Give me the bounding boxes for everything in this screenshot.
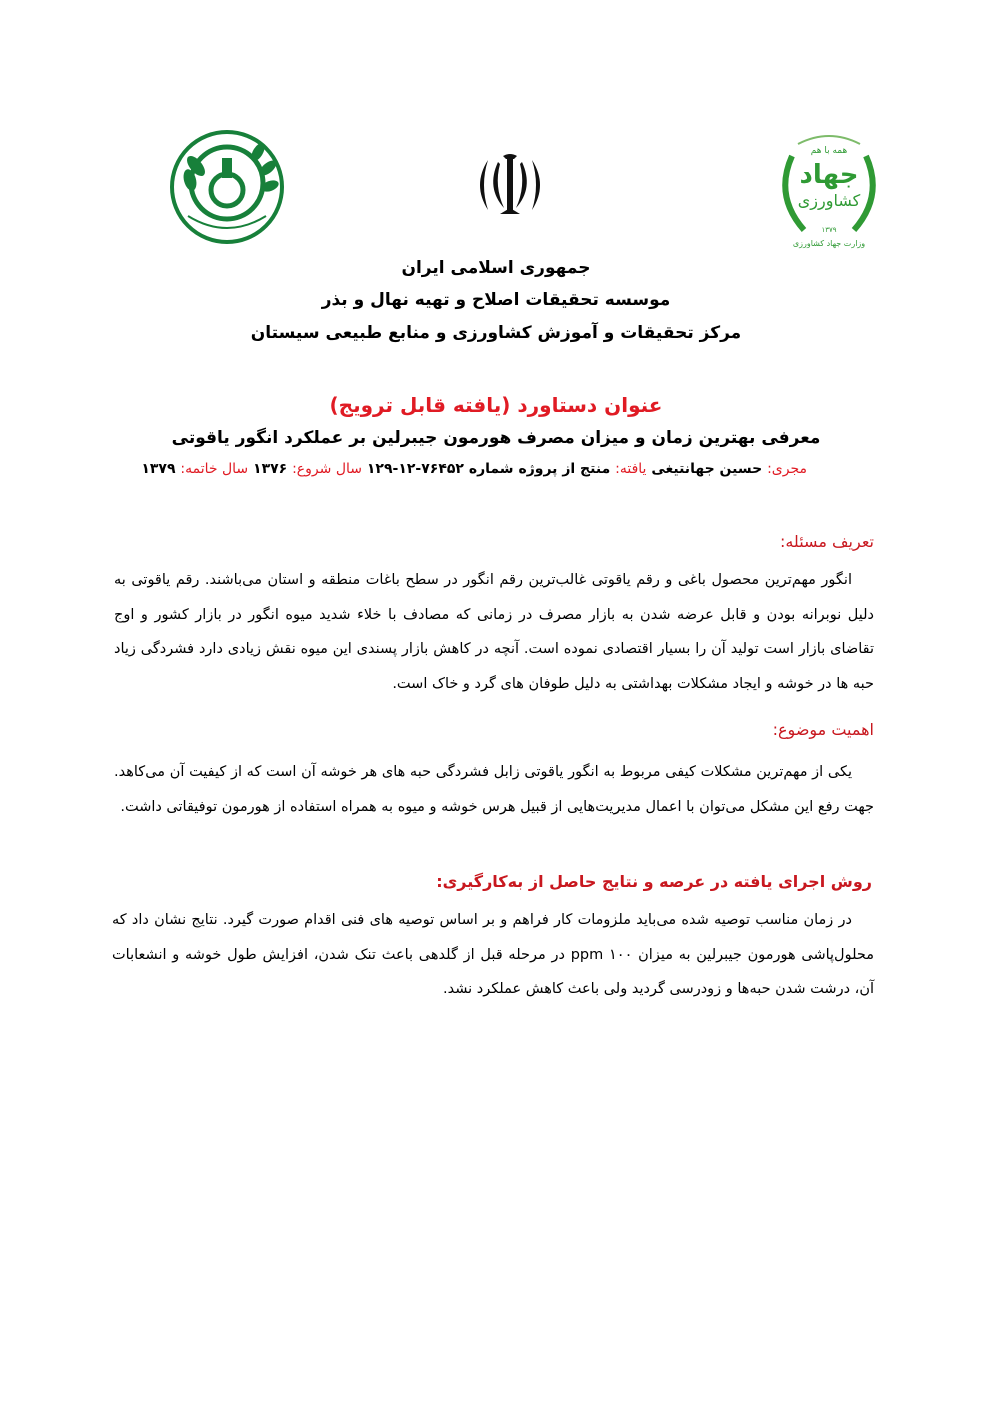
jihad-keshavarzi-logo <box>778 126 880 254</box>
header-center: مرکز تحقیقات و آموزش کشاورزی و منابع طبیعی سیستان <box>250 323 742 343</box>
section-body-method <box>112 903 874 1007</box>
section-body-problem <box>114 563 874 701</box>
paragraph-text: انگور مهم‌ترین محصول باغی و رقم یاقوتی غالب‌ترین رقم انگور در سطح باغات منطقه و استان می‌باشند. رقم یاقوتی به دلیل نوبرانه بودن و قابل عرضه شدن به بازار مصرف در زمانی که مصادف با خلاء شدید میوه انگور در بازار کشور و اوج تقاضای بازار است تولید آن را بسیار اقتصادی نموده است. آنچه در کاهش بازار پسندی این میوه نقش زیادی دارد فشردگی زیاد حبه ها در خوشه و ایجاد مشکلات بهداشتی به دلیل طوفان های گرد و خاک است. <box>114 572 874 692</box>
svg-text:کشاورزی: کشاورزی <box>797 191 861 210</box>
start-year-label: سال شروع: <box>292 461 362 477</box>
seed-plant-institute-logo <box>168 128 286 246</box>
iran-emblem-logo <box>470 150 550 220</box>
section-title-problem: تعریف مسئله: <box>779 532 874 551</box>
paragraph-text: در زمان مناسب توصیه شده می‌باید ملزومات کار فراهم و بر اساس توصیه های فنی اقدام صورت گیرد. نتایج نشان داد که محلول‌پاشی هورمون جیبرلین به میزان ۱۰۰ ppm در مرحله قبل از گلدهی باعث تنک شدن، افزایش طول خوشه و انشعابات آن، درشت شدن حبه‌ها و زودرسی گردید ولی باعث کاهش عملکرد نشد. <box>112 912 875 997</box>
project-meta <box>141 461 807 477</box>
institute-emblem-icon <box>168 128 286 246</box>
svg-text:وزارت جهاد کشاورزی: وزارت جهاد کشاورزی <box>792 239 866 248</box>
section-title-importance: اهمیت موضوع: <box>772 720 874 739</box>
section-title-method: روش اجرای یافته در عرصه و نتایج حاصل از به‌کارگیری: <box>436 872 872 891</box>
end-year-label: سال خاتمه: <box>180 461 249 477</box>
achievement-title: عنوان دستاورد (یافته قابل ترویج) <box>329 393 663 417</box>
paragraph-text: یکی از مهم‌ترین مشکلات کیفی مربوط به انگور یاقوتی زابل فشردگی حبه های هر خوشه آن است که از کیفیت آن می‌کاهد. جهت رفع این مشکل می‌توان با اعمال مدیریت‌هایی از قبیل هرس خوشه و میوه به همراه استفاده از هورمون توفیقاتی داشت. <box>114 764 874 815</box>
emblem-of-iran-icon <box>470 150 550 220</box>
svg-text:همه با هم: همه با هم <box>810 146 848 156</box>
header-institute: موسسه تحقیقات اصلاح و تهیه نهال و بذر <box>321 290 671 310</box>
executor-label: مجری: <box>767 461 807 477</box>
header-country: جمهوری اسلامی ایران <box>401 258 591 278</box>
start-year: ۱۳۷۶ <box>253 461 288 477</box>
finding-value: منتج از پروژه شماره ۷۶۴۵۲-۱۲-۱۲۹ <box>366 461 611 477</box>
executor-name: حسین جهانتیغی <box>651 461 763 477</box>
jihad-keshavarzi-emblem-icon <box>778 126 880 254</box>
achievement-subtitle: معرفی بهترین زمان و میزان مصرف هورمون جیبرلین بر عملکرد انگور یاقوتی <box>171 428 821 448</box>
section-body-importance <box>114 755 874 824</box>
svg-text:جهاد: جهاد <box>799 160 859 190</box>
finding-label: یافته: <box>615 461 647 477</box>
svg-text:۱۳۷۹: ۱۳۷۹ <box>821 226 837 234</box>
end-year: ۱۳۷۹ <box>141 461 176 477</box>
